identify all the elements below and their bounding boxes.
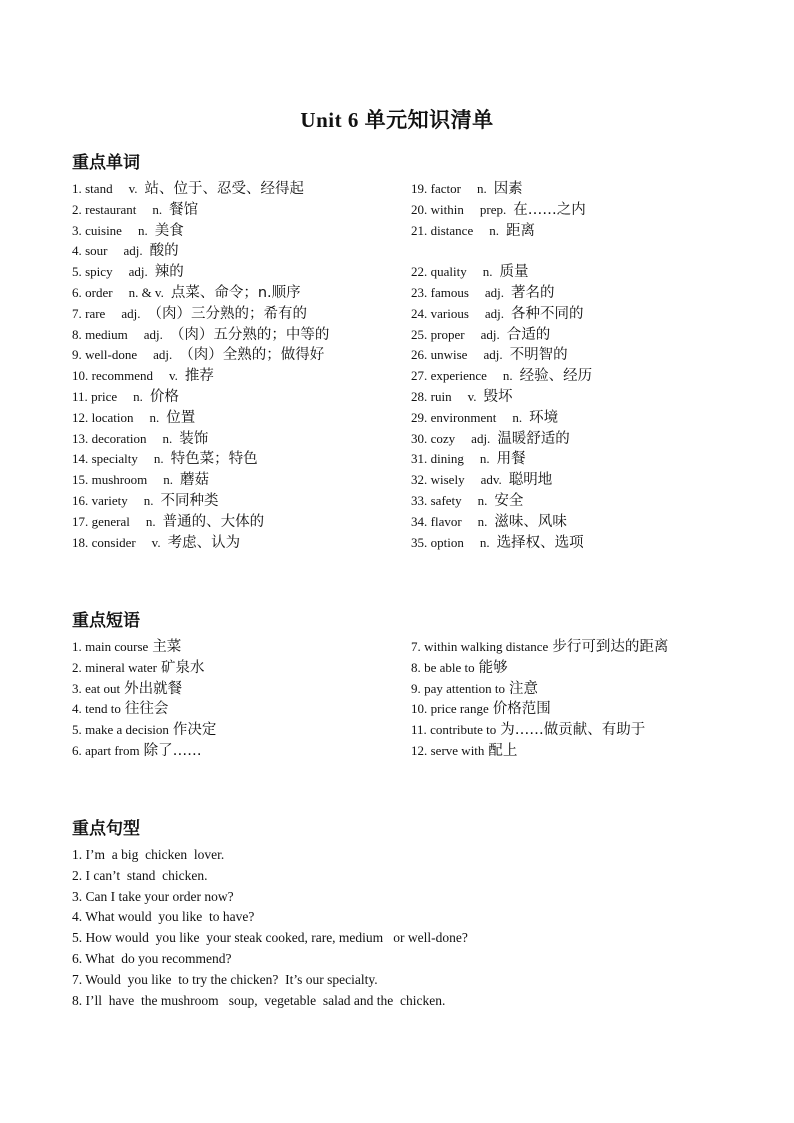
word-part-of-speech: n. <box>145 513 156 529</box>
word-chinese: 不同种类 <box>160 492 219 509</box>
word-english: stand <box>85 181 113 196</box>
word-chinese: 质量 <box>499 264 529 281</box>
word-part-of-speech: v. <box>169 368 178 384</box>
word-number: 30. <box>411 430 428 446</box>
word-part-of-speech: n. <box>149 409 160 425</box>
sentence-item: 7. Would you like to try the chicken? It’s our specialty. <box>72 971 378 987</box>
word-chinese: 选择权、选项 <box>496 534 584 551</box>
word-number: 13. <box>72 430 89 446</box>
word-part-of-speech: n. <box>482 264 493 280</box>
sentence-item: 4. What would you like to have? <box>72 909 255 925</box>
word-number: 24. <box>411 305 428 321</box>
word-entry <box>72 179 329 200</box>
word-number: 20. <box>411 201 428 217</box>
phrase-english: apart from <box>85 742 140 758</box>
word-part-of-speech: v. <box>467 388 477 404</box>
word-english: cozy <box>430 430 456 446</box>
word-entry <box>72 449 329 470</box>
word-part-of-speech: adj. <box>123 243 143 259</box>
phrase-entry <box>72 679 216 700</box>
word-english: price <box>91 388 118 404</box>
word-chinese: 推荐 <box>184 368 214 385</box>
word-part-of-speech: adj. <box>483 347 503 363</box>
phrase-chinese: 配上 <box>488 742 518 759</box>
phrase-english: make a decision <box>85 722 169 738</box>
word-number: 22. <box>411 264 428 280</box>
word-part-of-speech: adj. <box>484 305 505 321</box>
word-number: 12. <box>72 409 89 425</box>
word-entry <box>411 387 592 408</box>
word-english: consider <box>91 534 136 550</box>
word-chinese: 安全 <box>494 492 524 509</box>
word-number: 9. <box>72 347 82 363</box>
phrase-number: 6. <box>72 742 82 758</box>
word-entry <box>411 345 592 366</box>
phrase-entry <box>411 679 668 700</box>
phrase-chinese: 矿泉水 <box>160 659 205 676</box>
phrase-chinese: 价格范围 <box>492 701 551 718</box>
word-number: 10. <box>72 368 89 384</box>
word-english: general <box>91 513 130 529</box>
phrase-english: serve with <box>430 742 485 758</box>
word-chinese: 各种不同的 <box>511 305 584 322</box>
sentence-item: 6. What do you recommend? <box>72 950 232 966</box>
word-chinese: （肉）五分熟的；中等的 <box>169 326 330 343</box>
phrase-entry <box>72 658 216 679</box>
word-number: 26. <box>411 347 428 363</box>
phrase-chinese: 注意 <box>509 680 538 697</box>
phrase-number: 5. <box>72 722 82 738</box>
words-heading: 重点单词 <box>72 153 140 172</box>
phrase-entry <box>72 637 216 658</box>
word-part-of-speech: n. <box>133 388 143 404</box>
word-chinese: 辣的 <box>154 264 184 281</box>
word-entry <box>411 179 592 200</box>
word-chinese: 价格 <box>149 388 179 405</box>
phrase-english: eat out <box>85 680 121 696</box>
word-part-of-speech: adj. <box>484 284 505 300</box>
word-english: famous <box>430 284 469 300</box>
word-number: 17. <box>72 513 89 529</box>
word-english: various <box>430 305 469 321</box>
word-english: safety <box>430 492 462 508</box>
word-entry <box>72 491 329 512</box>
word-chinese: 合适的 <box>506 326 551 343</box>
word-english: mushroom <box>91 472 148 488</box>
word-part-of-speech: v. <box>151 534 161 550</box>
phrases-right-column <box>411 637 668 762</box>
word-chinese: 餐馆 <box>169 201 199 218</box>
word-number: 25. <box>411 326 428 342</box>
word-english: well-done <box>85 347 138 363</box>
word-chinese: 美食 <box>154 222 184 239</box>
phrases-heading: 重点短语 <box>72 611 140 630</box>
word-entry <box>72 470 329 491</box>
word-part-of-speech: n. <box>479 451 490 467</box>
word-chinese: 因素 <box>493 181 523 197</box>
word-chinese: 点菜、命令；n.顺序 <box>170 284 301 301</box>
word-part-of-speech: n. <box>137 222 148 238</box>
word-entry <box>411 470 592 491</box>
sentence-item: 1. I’m a big chicken lover. <box>72 847 225 862</box>
phrase-entry <box>72 741 216 762</box>
word-chinese: 著名的 <box>511 284 555 301</box>
word-english: environment <box>430 409 497 425</box>
word-english: proper <box>430 326 465 342</box>
word-english: cuisine <box>85 222 122 238</box>
phrase-number: 3. <box>72 680 82 696</box>
phrase-chinese: 主菜 <box>152 639 182 655</box>
word-number: 2. <box>72 201 82 217</box>
word-chinese: 蘑菇 <box>180 472 209 489</box>
word-chinese: 装饰 <box>179 430 209 447</box>
word-chinese: 滋味、风味 <box>494 513 567 530</box>
word-number: 15. <box>72 472 89 488</box>
phrase-chinese: 能够 <box>478 659 508 676</box>
word-english: decoration <box>91 430 147 446</box>
word-english: within <box>430 201 464 217</box>
word-chinese: （肉）全熟的；做得好 <box>179 347 325 364</box>
phrase-english: tend to <box>85 701 121 717</box>
phrase-english: contribute to <box>430 722 497 738</box>
word-english: recommend <box>91 368 153 384</box>
word-number: 21. <box>411 222 428 238</box>
word-english: experience <box>430 368 487 384</box>
word-chinese: 毁坏 <box>483 388 513 405</box>
word-part-of-speech: adj. <box>480 326 500 342</box>
word-part-of-speech: adj. <box>143 326 163 342</box>
word-number: 19. <box>411 181 428 196</box>
word-entry <box>72 345 329 366</box>
phrase-number: 11. <box>411 722 427 738</box>
phrase-number: 4. <box>72 701 82 717</box>
word-chinese: 距离 <box>505 222 535 239</box>
word-entry <box>72 221 329 242</box>
word-entry <box>411 491 592 512</box>
word-number: 3. <box>72 222 82 238</box>
word-number: 32. <box>411 472 428 488</box>
sentence-item: 5. How would you like your steak cooked, rare, medium or well-done? <box>72 930 468 946</box>
word-entry <box>411 304 592 325</box>
word-entry <box>411 241 592 262</box>
word-part-of-speech: adv. <box>480 472 502 488</box>
word-entry <box>411 366 592 387</box>
word-chinese: 普通的、大体的 <box>162 513 265 530</box>
phrase-entry <box>72 720 216 741</box>
phrase-entry <box>411 637 668 658</box>
word-entry <box>411 533 592 554</box>
word-chinese: 酸的 <box>149 243 179 260</box>
phrase-entry <box>411 699 668 720</box>
word-chinese: 特色菜；特色 <box>170 451 258 468</box>
word-english: dining <box>430 451 464 467</box>
word-entry <box>72 512 329 533</box>
word-english: wisely <box>430 472 465 488</box>
word-chinese: 在……之内 <box>513 201 586 218</box>
word-number: 27. <box>411 368 428 384</box>
phrase-number: 10. <box>411 701 428 717</box>
word-english: specialty <box>91 451 138 467</box>
word-entry <box>72 200 329 221</box>
phrase-entry <box>411 741 668 762</box>
word-part-of-speech: n. <box>479 534 490 550</box>
word-number: 7. <box>72 305 82 321</box>
word-number: 29. <box>411 409 428 425</box>
word-entry <box>411 325 592 346</box>
phrase-chinese: 为……做贡献、有助于 <box>500 722 646 739</box>
word-part-of-speech: n. <box>512 409 523 425</box>
word-part-of-speech: n. <box>502 368 513 384</box>
phrase-chinese: 作决定 <box>172 722 217 739</box>
phrase-number: 12. <box>411 742 428 758</box>
word-english: factor <box>430 181 461 196</box>
word-entry <box>411 221 592 242</box>
word-part-of-speech: n. <box>477 513 488 529</box>
word-entry <box>72 387 329 408</box>
phrase-english: mineral water <box>85 659 157 675</box>
phrase-english: be able to <box>424 659 475 675</box>
word-english: ruin <box>430 388 452 404</box>
word-part-of-speech: n. & v. <box>128 284 164 300</box>
word-chinese: 经验、经历 <box>519 368 593 385</box>
word-chinese: 位置 <box>166 409 196 426</box>
sentence-item: 2. I can’t stand chicken. <box>72 867 208 883</box>
word-number: 28. <box>411 388 428 404</box>
word-chinese: （肉）三分熟的；希有的 <box>147 305 307 322</box>
word-entry <box>72 304 329 325</box>
phrase-number: 8. <box>411 659 421 675</box>
phrase-chinese: 外出就餐 <box>124 680 183 697</box>
word-english: unwise <box>430 347 468 363</box>
sentences-list <box>72 845 468 1011</box>
word-number: 11. <box>72 388 88 404</box>
word-number: 1. <box>72 181 82 196</box>
phrase-number: 2. <box>72 659 82 675</box>
word-entry <box>411 449 592 470</box>
word-number: 33. <box>411 492 428 508</box>
word-chinese: 不明智的 <box>509 347 568 364</box>
phrase-english: price range <box>430 701 489 717</box>
word-part-of-speech: n. <box>489 222 499 238</box>
word-part-of-speech: n. <box>143 492 154 508</box>
phrase-english: pay attention to <box>424 680 505 696</box>
word-entry <box>411 429 592 450</box>
word-number: 23. <box>411 284 428 300</box>
word-part-of-speech: n. <box>153 451 164 467</box>
phrase-entry <box>72 699 216 720</box>
words-left-column <box>72 179 329 553</box>
phrase-number: 1. <box>72 639 82 654</box>
phrase-entry <box>411 658 668 679</box>
phrase-entry <box>411 720 668 741</box>
phrases-left-column <box>72 637 216 762</box>
word-part-of-speech: n. <box>152 201 163 217</box>
word-part-of-speech: prep. <box>479 201 507 217</box>
word-entry <box>411 200 592 221</box>
phrase-chinese: 除了…… <box>143 742 202 759</box>
word-number: 6. <box>72 284 82 300</box>
word-part-of-speech: adj. <box>471 430 491 446</box>
word-english: sour <box>85 243 108 259</box>
page-title: Unit 6 单元知识清单 <box>300 108 494 132</box>
sentence-item: 8. I’ll have the mushroom soup, vegetable salad and the chicken. <box>72 992 446 1008</box>
phrase-chinese: 步行可到达的距离 <box>552 639 669 655</box>
word-english: spicy <box>85 264 113 280</box>
phrase-english: within walking distance <box>424 639 549 654</box>
sentences-heading: 重点句型 <box>72 819 140 838</box>
word-part-of-speech: n. <box>162 430 173 446</box>
sentence-item: 3. Can I take your order now? <box>72 888 234 904</box>
word-number: 31. <box>411 451 428 467</box>
word-entry <box>72 283 329 304</box>
word-english: rare <box>85 305 106 321</box>
word-part-of-speech: adj. <box>128 264 148 280</box>
word-english: order <box>85 284 113 300</box>
word-entry <box>72 533 329 554</box>
phrase-number: 7. <box>411 639 421 654</box>
word-entry <box>411 283 592 304</box>
word-part-of-speech: adj. <box>121 305 141 321</box>
word-english: restaurant <box>85 201 137 217</box>
word-english: distance <box>430 222 474 238</box>
word-english: option <box>430 534 464 550</box>
word-number: 8. <box>72 326 82 342</box>
word-entry <box>72 325 329 346</box>
word-english: quality <box>430 264 467 280</box>
phrase-english: main course <box>85 639 149 654</box>
word-entry <box>411 262 592 283</box>
word-number: 16. <box>72 492 89 508</box>
word-chinese: 环境 <box>529 409 559 426</box>
word-entry <box>411 408 592 429</box>
word-english: variety <box>91 492 128 508</box>
word-number: 34. <box>411 513 428 529</box>
word-number: 4. <box>72 243 82 259</box>
word-part-of-speech: n. <box>163 472 173 488</box>
word-entry <box>72 429 329 450</box>
word-part-of-speech: v. <box>128 181 138 196</box>
word-english: flavor <box>430 513 462 529</box>
word-number: 5. <box>72 264 82 280</box>
word-chinese: 用餐 <box>496 451 526 468</box>
words-right-column <box>411 179 592 553</box>
word-entry <box>411 512 592 533</box>
word-english: medium <box>85 326 128 342</box>
word-part-of-speech: n. <box>477 492 488 508</box>
word-english: location <box>91 409 134 425</box>
word-number: 35. <box>411 534 428 550</box>
word-entry <box>72 262 329 283</box>
word-part-of-speech: n. <box>476 181 487 196</box>
word-chinese: 聪明地 <box>508 472 553 489</box>
phrase-chinese: 往往会 <box>124 701 169 718</box>
word-chinese: 站、位于、忍受、经得起 <box>144 181 304 197</box>
word-entry <box>72 366 329 387</box>
word-entry <box>72 241 329 262</box>
word-part-of-speech: adj. <box>153 347 173 363</box>
word-number: 18. <box>72 534 89 550</box>
phrase-number: 9. <box>411 680 421 696</box>
word-number: 14. <box>72 451 89 467</box>
word-chinese: 考虑、认为 <box>167 534 241 551</box>
word-entry <box>72 408 329 429</box>
word-chinese: 温暖舒适的 <box>497 430 570 447</box>
